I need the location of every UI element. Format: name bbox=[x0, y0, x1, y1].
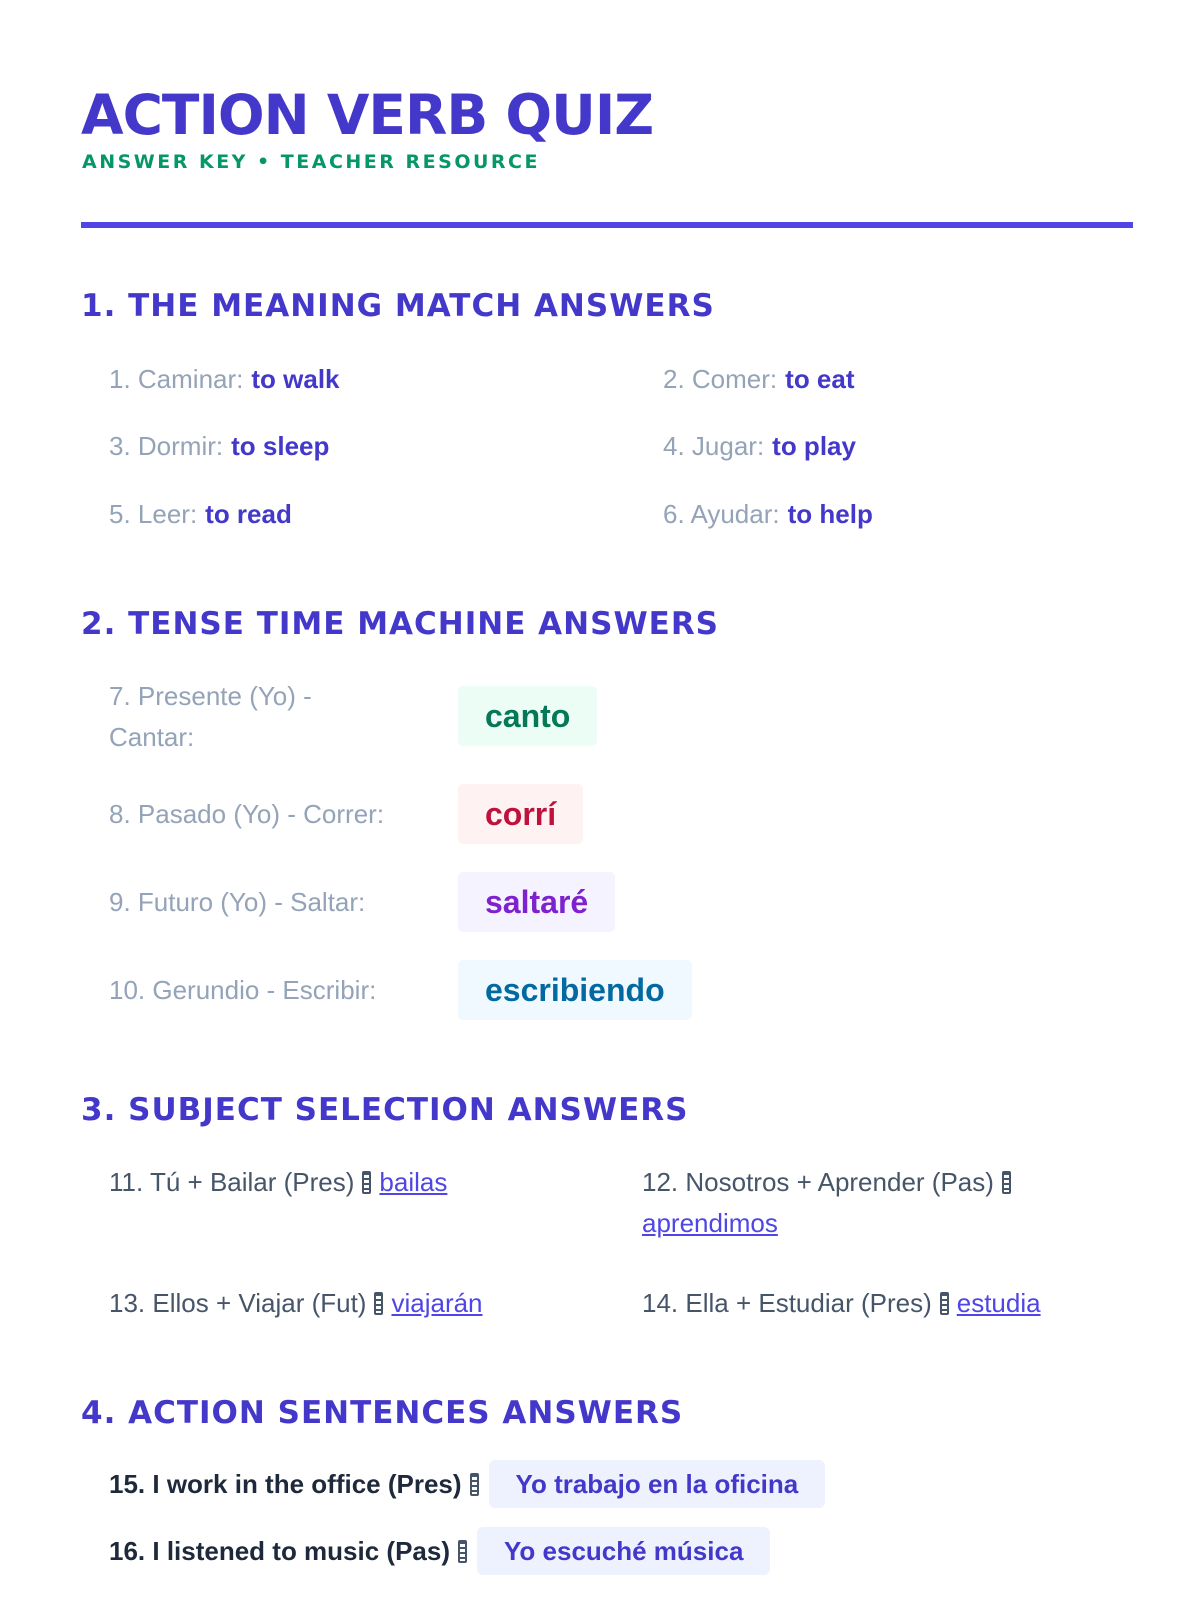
quiz-subtitle: ANSWER KEY • TEACHER RESOURCE bbox=[82, 151, 540, 173]
arrow-icon bbox=[470, 1473, 479, 1496]
question-label: 6. Ayudar: bbox=[663, 499, 780, 529]
sentence-answer-badge: Yo escuché música bbox=[477, 1527, 770, 1575]
tense-question: 9. Futuro (Yo) - Saltar: bbox=[109, 887, 366, 917]
meaning-item bbox=[663, 359, 855, 399]
answer: to read bbox=[205, 499, 292, 529]
answer: to play bbox=[772, 431, 856, 461]
meaning-item bbox=[663, 426, 856, 466]
section-heading-action-sentences: 4. ACTION SENTENCES ANSWERS bbox=[81, 1395, 684, 1431]
tense-answer-badge: canto bbox=[458, 686, 597, 746]
subject-answer: viajarán bbox=[391, 1288, 483, 1318]
section-heading-subject-selection: 3. SUBJECT SELECTION ANSWERS bbox=[81, 1092, 689, 1128]
meaning-item bbox=[109, 359, 340, 399]
subject-answer: estudia bbox=[956, 1288, 1041, 1318]
subject-question: 14. Ella + Estudiar (Pres) bbox=[642, 1288, 932, 1318]
question-label: 3. Dormir: bbox=[109, 431, 224, 461]
tense-question: 7. Presente (Yo) - Cantar: bbox=[109, 681, 312, 752]
question-label: 2. Comer: bbox=[663, 364, 778, 394]
tense-answer-badge: saltaré bbox=[458, 872, 615, 932]
header-divider bbox=[81, 222, 1133, 228]
sentence-question: 16. I listened to music (Pas) bbox=[109, 1536, 450, 1566]
meaning-item bbox=[109, 494, 292, 534]
arrow-icon bbox=[458, 1540, 467, 1563]
tense-question: 8. Pasado (Yo) - Correr: bbox=[109, 799, 385, 829]
arrow-icon bbox=[374, 1292, 383, 1315]
subject-item bbox=[109, 1162, 629, 1203]
question-label: 5. Leer: bbox=[109, 499, 198, 529]
sentence-item bbox=[109, 1527, 770, 1575]
quiz-title: ACTION VERB QUIZ bbox=[81, 83, 654, 147]
answer: to sleep bbox=[231, 431, 330, 461]
answer: to walk bbox=[251, 364, 340, 394]
arrow-icon bbox=[1002, 1171, 1011, 1194]
subject-item bbox=[642, 1162, 1112, 1244]
tense-answer-badge: escribiendo bbox=[458, 960, 692, 1020]
tense-question: 10. Gerundio - Escribir: bbox=[109, 975, 377, 1005]
sentence-question: 15. I work in the office (Pres) bbox=[109, 1469, 462, 1499]
answer: to eat bbox=[785, 364, 855, 394]
subject-question: 11. Tú + Bailar (Pres) bbox=[109, 1167, 355, 1197]
subject-item bbox=[642, 1283, 1162, 1324]
meaning-item bbox=[109, 426, 329, 466]
tense-answer-badge: corrí bbox=[458, 784, 583, 844]
sentence-answer-badge: Yo trabajo en la oficina bbox=[489, 1460, 826, 1508]
subject-item bbox=[109, 1283, 629, 1324]
question-label: 1. Caminar: bbox=[109, 364, 244, 394]
answer: to help bbox=[787, 499, 873, 529]
sentence-item bbox=[109, 1460, 825, 1508]
subject-question: 12. Nosotros + Aprender (Pas) bbox=[642, 1167, 994, 1197]
arrow-icon bbox=[362, 1171, 371, 1194]
question-label: 4. Jugar: bbox=[663, 431, 765, 461]
meaning-item bbox=[663, 494, 873, 534]
section-heading-tense-time-machine: 2. TENSE TIME MACHINE ANSWERS bbox=[81, 606, 720, 642]
subject-answer: aprendimos bbox=[642, 1208, 778, 1238]
subject-question: 13. Ellos + Viajar (Fut) bbox=[109, 1288, 367, 1318]
subject-answer: bailas bbox=[379, 1167, 448, 1197]
section-heading-meaning-match: 1. THE MEANING MATCH ANSWERS bbox=[81, 288, 715, 324]
arrow-icon bbox=[940, 1292, 949, 1315]
